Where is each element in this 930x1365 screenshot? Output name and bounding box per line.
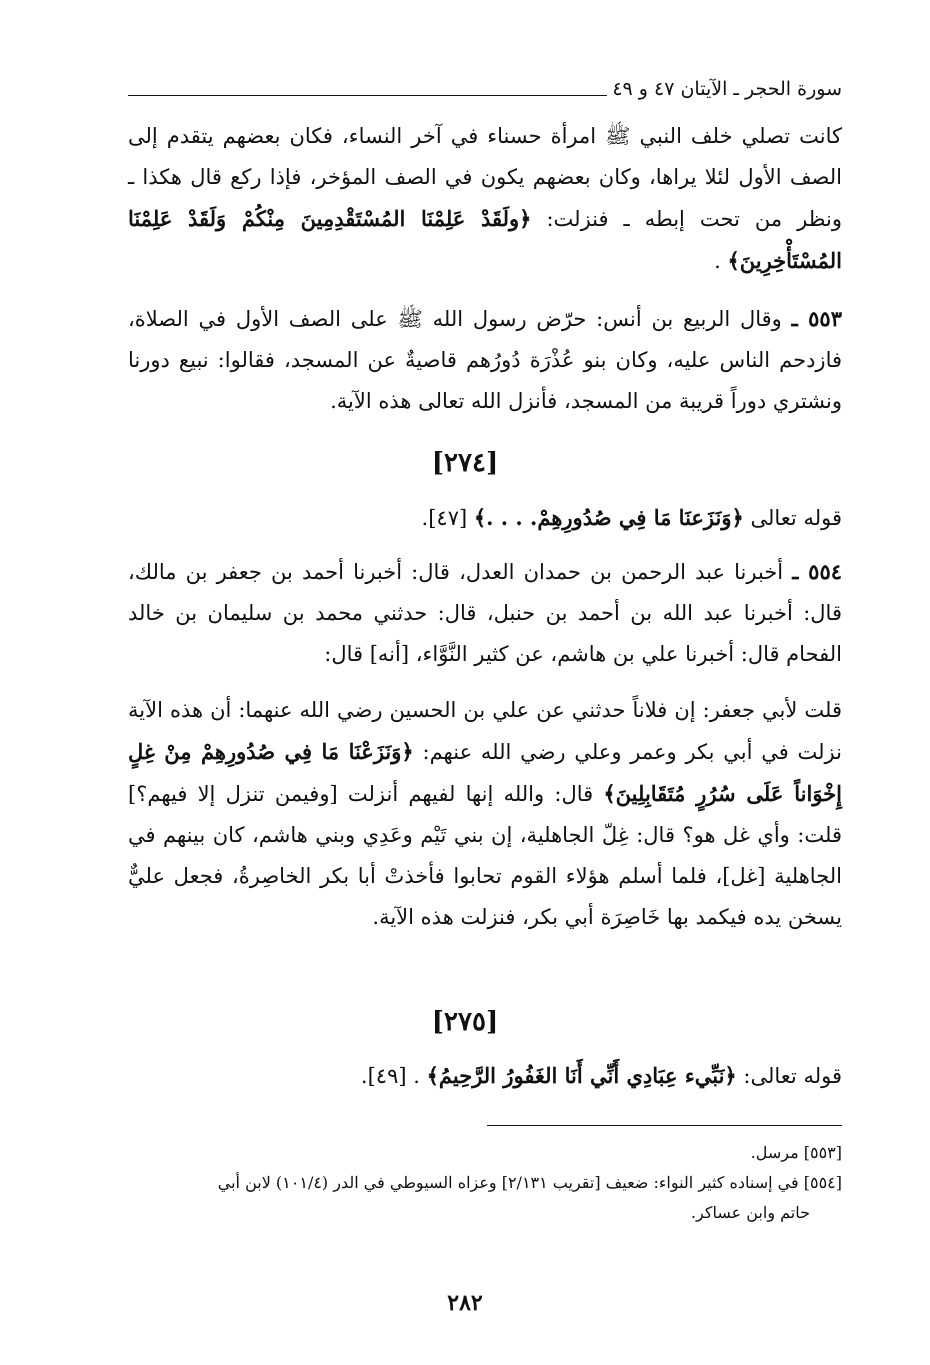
- footnote-553: [٥٥٣] مرسل.: [750, 1143, 842, 1162]
- paragraph-narration: [128, 690, 842, 938]
- paragraph-1-end: .: [714, 249, 721, 273]
- running-header: [128, 78, 842, 112]
- verse-ref-49: . [٤٩].: [360, 1064, 420, 1088]
- footnote-554: [٥٥٤] في إسناده كثير النواء: ضعيف [تقريب ٢/١٣١] وعزاه السيوطي في الدر (١٠١/٤) لابن أبي: [217, 1173, 842, 1192]
- footnote-rule: [487, 1125, 842, 1126]
- paragraph-1: [128, 116, 842, 282]
- verse-line-47: [128, 497, 842, 539]
- header-rule: [128, 95, 607, 96]
- paragraph-553-text: وقال الربيع بن أنس: حرّض رسول الله ﷺ على الصف الأول في الصلاة، فازدحم الناس عليه، وكان بنو عُذْرَة دُورُهم قاصيةٌ عن المسجد، فقالوا: نبيع دورنا ونشتري دوراً قريبة من المسجد، فأنزل الله تعالى هذه الآية.: [128, 307, 842, 413]
- verse-ref-47: [٤٧].: [421, 506, 468, 530]
- quran-quote-1: ﴿ولَقَدْ عَلِمْنَا المُسْتَقْدِمِينَ مِنْكُمْ وَلَقَدْ عَلِمْنَا المُسْتَأْخِرِينَ﴾: [128, 206, 842, 273]
- narration-text-b: قال: والله إنها لفيهم أنزلت [وفيمن تنزل إلا فيهم؟] قلت: وأي غل هو؟ قال: غِلّ الجاهلية، إن بني تَيْم وعَدِي وبني هاشم، كان بينهم في الجاهلية [غل]، فلما أسلم هؤلاء القوم تحابوا فأخذتْ أبا بكر الخاصِرةُ، فجعل عليٌّ يسخن يده فيكمد بها خَاصِرَة أبي بكر، فنزلت هذه الآية.: [128, 782, 842, 929]
- footnotes: [128, 1138, 842, 1228]
- paragraph-1-text: كانت تصلي خلف النبي ﷺ امرأة حسناء في آخر النساء، فكان بعضهم يتقدم إلى الصف الأول لئلا يراها، وكان بعضهم يكون في الصف المؤخر، فإذا ركع قال هكذا ـ ونظر من تحت إبطه ـ فنزلت:: [128, 124, 842, 231]
- quran-quote-narration: ﴿وَنَزَعْنَا مَا فِي صُدُورِهِمْ مِنْ غِلٍ إِخْوَاناً عَلَى سُرُرٍ مُتَقَابِلِينَ﴾: [128, 739, 842, 806]
- paragraph-553: [128, 298, 842, 422]
- hadith-number-554: ٥٥٤ ـ: [792, 559, 843, 584]
- verse-lead-47: قوله تعالى: [750, 506, 842, 530]
- section-heading-275: [٢٧٥]: [431, 1007, 499, 1037]
- verse-line-49: [128, 1055, 842, 1097]
- footnote-554-continued: حاتم وابن عساكر.: [690, 1203, 810, 1222]
- page-number: ٢٨٢: [447, 1290, 483, 1316]
- verse-lead-49: قوله تعالى:: [743, 1064, 842, 1088]
- section-heading-274: [٢٧٤]: [431, 448, 499, 478]
- paragraph-554: [128, 551, 842, 675]
- quran-quote-49: ﴿نَبِّيء عِبَادِي أَنِّي أَنَا الغَفُورُ الرَّحِيمُ﴾: [426, 1063, 737, 1088]
- hadith-number-553: ٥٥٣ ـ: [791, 306, 842, 331]
- paragraph-554-text: أخبرنا عبد الرحمن بن حمدان العدل، قال: أخبرنا أحمد بن جعفر بن مالك، قال: أخبرنا عبد الله بن أحمد بن حنبل، قال: حدثني محمد بن سليمان بن خالد الفحام قال: أخبرنا علي بن هاشم، عن كثير النَّوَّاء، [أنه] قال:: [128, 560, 842, 666]
- running-header-title: سورة الحجر ـ الآيتان ٤٧ و ٤٩: [612, 78, 842, 100]
- narration-text-a: قلت لأبي جعفر: إن فلاناً حدثني عن علي بن الحسين رضي الله عنهما: أن هذه الآية نزلت في أبي بكر وعمر وعلي رضي الله عنهم:: [128, 698, 842, 764]
- quran-quote-47: ﴿وَنَزَعنَا مَا فِي صُدُورِهِمْ. . . .﴾: [473, 505, 744, 530]
